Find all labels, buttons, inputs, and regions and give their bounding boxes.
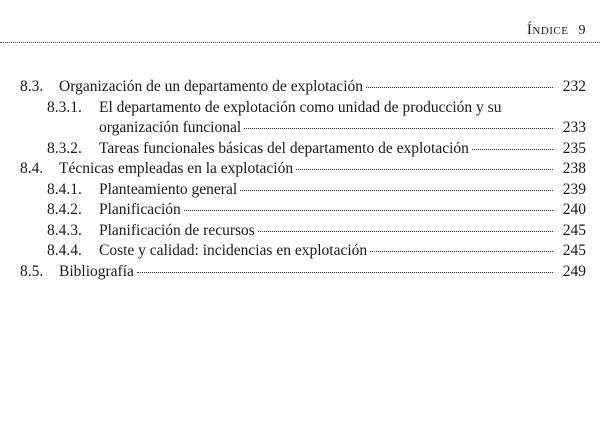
table-of-contents — [20, 77, 586, 282]
toc-title-continuation: organización funcional — [99, 119, 242, 136]
toc-title: El departamento de explotación como unidad de producción y su — [99, 98, 502, 116]
toc-title: Planteamiento general — [99, 180, 238, 198]
toc-number: 8.3.2. — [47, 139, 82, 157]
toc-number: 8.4. — [20, 160, 44, 177]
header-page-number: 9 — [578, 23, 586, 38]
dot-leader — [137, 272, 553, 273]
dot-leader — [244, 128, 553, 129]
toc-entry-8-3-2 — [20, 139, 586, 160]
toc-entry-8-4-2 — [20, 200, 586, 221]
toc-page: 245 — [562, 242, 586, 259]
toc-page: 238 — [562, 160, 586, 177]
toc-page: 245 — [562, 221, 586, 239]
toc-entry-8-4-4 — [20, 241, 586, 262]
toc-page: 232 — [562, 78, 586, 95]
toc-title: Bibliografía — [59, 262, 134, 280]
toc-title: Organización de un departamento de explotación — [59, 78, 363, 95]
dot-leader — [472, 149, 553, 150]
toc-number: 8.4.2. — [47, 201, 82, 218]
header-rule — [0, 42, 600, 43]
toc-number: 8.4.4. — [47, 242, 82, 259]
toc-number: 8.3.1. — [47, 98, 82, 116]
toc-page: 235 — [562, 139, 586, 157]
dot-leader — [184, 210, 553, 211]
toc-entry-8-4-1 — [20, 180, 586, 201]
toc-title: Tareas funcionales básicas del departamento de explotación — [99, 139, 469, 157]
toc-title: Técnicas empleadas en la explotación — [59, 160, 294, 177]
toc-number: 8.4.3. — [47, 221, 82, 239]
toc-entry-8-4 — [20, 159, 586, 180]
toc-page: 249 — [562, 262, 586, 280]
toc-number: 8.4.1. — [47, 180, 82, 198]
header-title: Índice — [526, 22, 569, 38]
toc-entry-8-4-3 — [20, 221, 586, 242]
toc-page: 233 — [562, 119, 586, 136]
dot-leader — [240, 190, 553, 191]
running-header — [527, 22, 586, 39]
toc-entry-8-3 — [20, 77, 586, 98]
toc-title: Planificación de recursos — [99, 221, 255, 239]
toc-entry-8-3-1 — [20, 98, 586, 119]
toc-number: 8.3. — [20, 78, 44, 95]
dot-leader — [258, 231, 553, 232]
toc-number: 8.5. — [20, 262, 44, 280]
toc-title: Planificación — [99, 201, 181, 218]
toc-page: 239 — [562, 180, 586, 198]
toc-entry-8-3-1-continuation — [20, 118, 586, 139]
dot-leader — [370, 251, 553, 252]
dot-leader — [296, 169, 553, 170]
toc-title: Coste y calidad: incidencias en explotación — [99, 242, 368, 259]
dot-leader — [366, 87, 553, 88]
toc-entry-8-5 — [20, 262, 586, 283]
toc-page: 240 — [562, 201, 586, 218]
